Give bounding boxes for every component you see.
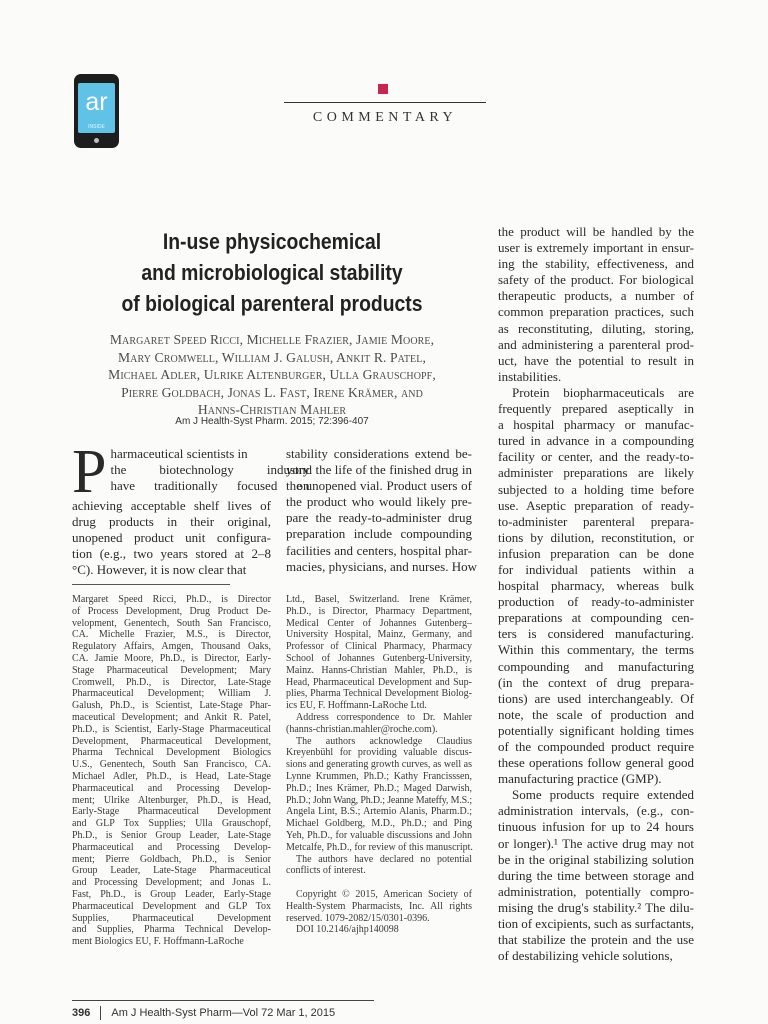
body-line: tion of excipients, such as surfactants,: [498, 916, 694, 932]
affiliation-line: Address correspondence to Dr. Mahler: [296, 711, 472, 723]
author-list: [72, 331, 472, 419]
header-rule: [284, 102, 486, 103]
body-line: °C). However, it is now clear that: [72, 562, 247, 578]
body-line: user is extremely important in ensur-: [498, 240, 694, 256]
body-column-3: [498, 224, 694, 964]
affiliation-line: Ph.D., is Director, Pharmacy Department,: [286, 605, 472, 617]
journal-reference: Am J Health-Syst Pharm—Vol 72 Mar 1, 2015: [111, 1006, 336, 1019]
affiliation-line: DOI 10.2146/ajhp140098: [296, 924, 399, 936]
author-line: Pierre Goldbach, Jonas L. Fast, Irene Krämer, and: [121, 384, 423, 400]
body-line: administration, potentially compro-: [498, 883, 694, 899]
affiliation-line: Pharmaceutical Development and GLP Tox: [72, 900, 271, 912]
affiliation-line: velopment, Genentech, South San Francisco,: [72, 617, 271, 629]
affiliation-line: plies, Pharma Technical Development Biolog-: [286, 688, 472, 700]
footer-rule: [72, 1000, 374, 1001]
affiliation-line: Early-Stage Pharmaceutical Development: [72, 806, 271, 818]
affiliation-line: Copyright © 2015, American Society of: [296, 888, 472, 900]
body-line: tions) are used interchangeably. Of: [498, 690, 694, 706]
affiliation-line: [286, 877, 472, 889]
body-line: be in the original stabilizing solution: [498, 851, 694, 867]
affiliation-line: Kreyenbühl for providing valuable discus-: [286, 747, 472, 759]
body-line: the unopened vial. Product users of: [286, 478, 472, 494]
body-line: safety of the product. For biological: [498, 272, 694, 288]
body-line: ing the stability, effectiveness, and: [498, 256, 694, 272]
body-column-1: [72, 438, 310, 578]
affiliation-line: and Processing Development; and Jonas L.: [72, 877, 271, 889]
affiliation-line: and Supplies, Pharma Technical Develop-: [72, 924, 271, 936]
ar-badge-subtext: INSIDE: [88, 124, 105, 130]
ar-phone-icon: [74, 74, 119, 148]
author-line: Mary Cromwell, William J. Galush, Ankit R. Patel,: [118, 349, 426, 365]
ar-badge-text: ar: [85, 88, 108, 116]
affiliation-line: sions and generating growth curves, as well as: [286, 759, 472, 771]
body-line: preparation include compounding: [286, 526, 472, 542]
body-line: tion (e.g., two years stored at 2–8: [72, 546, 271, 562]
body-line: tions by dilution, reconstitution, or: [498, 529, 694, 545]
affiliation-line: U.S., Genentech, South San Francisco, CA.: [72, 759, 271, 771]
affiliation-line: ment Biologics EU, F. Hoffmann-LaRoche: [72, 936, 244, 948]
affiliation-line: CA. Michelle Frazier, M.S., is Director,: [72, 629, 271, 641]
body-line: ters is considered manufacturing.: [498, 626, 694, 642]
footer-separator: [100, 1006, 101, 1020]
affiliation-line: University Hospital, Mainz, Germany, and: [286, 629, 472, 641]
article-title: [100, 226, 444, 319]
body-line: for individual patients within a: [498, 561, 694, 577]
body-line: preparations at compounding cen-: [498, 610, 694, 626]
phone-home-button-icon: [94, 138, 99, 143]
body-line: harmaceutical scientists in: [110, 446, 248, 461]
affiliation-line: Pharmaceutical and Processing Develop-: [72, 782, 271, 794]
section-label: COMMENTARY: [312, 110, 458, 125]
body-line: manufacturing practice (GMP).: [498, 771, 662, 787]
affiliation-line: Galush, Ph.D., is Scientist, Late-Stage Phar-: [72, 700, 271, 712]
body-line: drug products in their original,: [72, 514, 271, 530]
affiliation-line: of Process Development, Drug Product De-: [72, 605, 271, 617]
affiliation-line: Angela Lint, B.S.; Artemio Alanis, Pharm.D.;: [286, 806, 472, 818]
affiliation-line: The authors have declared no potential: [296, 853, 472, 865]
body-line: therapeutic products, a number of: [498, 288, 694, 304]
page-number: 396: [72, 1006, 91, 1019]
body-line: pare the ready-to-administer drug: [286, 510, 472, 526]
affiliation-line: School of Johannes Gutenberg-University,: [286, 652, 472, 664]
author-line: Hanns-Christian Mahler: [197, 402, 347, 418]
body-line: that stabilize the protein and the use: [498, 932, 694, 948]
affiliation-line: (hanns-christian.mahler@roche.com).: [286, 723, 438, 735]
body-line: of the compounded product require: [498, 739, 694, 754]
affiliation-line: CA. Jamie Moore, Ph.D., is Director, Early-: [72, 652, 271, 664]
affiliation-line: Health-System Pharmacists, Inc. All rights: [286, 900, 472, 912]
affiliation-line: Development, Pharmaceutical Development,: [72, 735, 271, 747]
body-line: Within this commentary, the terms: [498, 642, 694, 658]
affiliations-column-2: [286, 594, 472, 936]
title-line: In-use physicochemical: [162, 229, 382, 254]
body-line: uct, have the potential to result in: [498, 352, 694, 368]
affiliation-line: Ph.D.; Ines Krämer, Ph.D.; Maged Darwish,: [286, 782, 472, 794]
body-line: compounding and manufacturing: [498, 658, 694, 674]
affiliation-line: Margaret Speed Ricci, Ph.D., is Director: [72, 594, 271, 605]
body-line: have traditionally focused on: [110, 478, 310, 494]
affiliation-line: Metcalfe, Ph.D., for review of this manuscript.: [286, 841, 473, 853]
affiliation-line: Michael Goldberg, M.D., Ph.D.; and Ping: [286, 818, 472, 830]
body-line: frequently prepared aseptically in: [498, 401, 694, 417]
affiliation-line: Ph.D.; John Wang, Ph.D.; Jeanne Mateffy, M.S.;: [286, 794, 472, 806]
affiliation-line: Fast, Ph.D., is Group Leader, Early-Stage: [72, 888, 271, 900]
affiliation-line: conflicts of interest.: [286, 865, 366, 877]
body-line: a hospital pharmacy or manufac-: [498, 417, 694, 433]
affiliation-line: Pharma Technical Development Biologics: [72, 747, 271, 759]
body-line: Protein biopharmaceuticals are: [512, 384, 694, 400]
affiliation-line: Stage Pharmaceutical Development; Mary: [72, 664, 271, 676]
affiliation-line: Ph.D., is Scientist, Early-Stage Pharmaceutical: [72, 723, 271, 735]
title-line: of biological parenteral products: [121, 291, 423, 316]
title-line: and microbiological stability: [141, 260, 403, 285]
body-line: subjected to a holding time before: [498, 481, 694, 497]
body-line: common preparation practices, such: [498, 304, 694, 320]
body-line: and administering a parenteral prod-: [498, 336, 694, 352]
body-line: to-administer parenteral prepara-: [498, 513, 694, 529]
affiliation-line: Lynne Krummen, Ph.D.; Kathy Francisssen,: [286, 770, 472, 782]
body-line: instabilities.: [498, 368, 562, 384]
body-line: hospital pharmacy, whereas bulk: [498, 578, 694, 594]
affiliation-line: Yeh, Ph.D., for valuable discussions and John: [286, 829, 472, 841]
author-line: Margaret Speed Ricci, Michelle Frazier, Jamie Moore,: [109, 332, 435, 347]
body-line: unopened product unit configura-: [72, 530, 271, 546]
body-line: tured in advance in a compounding: [498, 433, 694, 449]
body-line: Some products require extended: [512, 787, 694, 803]
body-line: these operations follow general good: [498, 755, 694, 771]
body-line: of destabilizing vehicle solutions,: [498, 948, 673, 964]
affiliation-line: Michael Adler, Ph.D., is Head, Late-Stage: [72, 770, 271, 782]
affiliation-line: Professor of Clinical Pharmacy, Pharmacy: [286, 641, 472, 653]
drop-cap: P: [72, 438, 107, 506]
affiliation-line: and GLP Tox Supplies; Ulla Grauschopf,: [72, 818, 271, 830]
body-line: yond the life of the finished drug in: [286, 462, 472, 478]
body-column-2: [286, 446, 477, 575]
body-line: infusion preparation can be done: [498, 545, 694, 561]
affiliation-line: Supplies, Pharmaceutical Development: [72, 912, 271, 924]
affiliation-line: ics EU, F. Hoffmann-LaRoche Ltd.: [286, 700, 427, 712]
body-line: mising the drug's stability.² The dilu-: [498, 899, 694, 915]
affiliation-line: The authors acknowledge Claudius: [296, 735, 472, 747]
body-line: macies, physicians, and nurses. How: [286, 558, 477, 574]
affiliation-line: Ltd., Basel, Switzerland. Irene Krämer,: [286, 594, 472, 605]
ar-screen: [78, 83, 115, 133]
affiliation-line: reserved. 1079-2082/15/0301-0396.: [286, 912, 430, 924]
affiliation-line: Head, Pharmaceutical Development and Sup-: [286, 676, 472, 688]
body-lines: [72, 498, 271, 578]
affiliation-line: Mainz. Hanns-Christian Mahler, Ph.D., is: [286, 664, 472, 676]
affiliation-line: Ph.D., is Senior Group Leader, Late-Stage: [72, 829, 271, 841]
body-line: administration intervals, (e.g., con-: [498, 803, 694, 819]
affiliation-line: Medical Center of Johannes Gutenberg–: [286, 617, 472, 629]
affiliations-rule: [72, 584, 230, 585]
affiliation-line: Pharmaceutical Development; William J.: [72, 688, 271, 700]
body-line: the product who would likely pre-: [286, 494, 472, 510]
body-line: (in the context of drug prepara-: [498, 674, 694, 690]
affiliation-line: Regulatory Affairs, Amgen, Thousand Oaks,: [72, 641, 271, 653]
body-line: achieving acceptable shelf lives of: [72, 498, 271, 513]
body-line: stability considerations extend be-: [286, 446, 472, 461]
affiliation-line: ment; Pierre Goldbach, Ph.D., is Senior: [72, 853, 271, 865]
author-line: Michael Adler, Ulrike Altenburger, Ulla Grauschopf,: [108, 367, 436, 383]
body-line: as reconstituting, diluting, storing,: [498, 320, 694, 336]
section-marker-icon: [378, 84, 388, 94]
body-line: use. Aseptic preparation of ready-: [498, 497, 694, 513]
body-line: production of ready-to-administer: [498, 594, 694, 610]
affiliation-line: ment; Ulrike Altenburger, Ph.D., is Head,: [72, 794, 271, 806]
affiliations-column-1: [72, 594, 271, 948]
body-line: administer preparations are likely: [498, 465, 694, 481]
citation: Am J Health-Syst Pharm. 2015; 72:396-407: [175, 416, 369, 427]
body-line: facilities and centers, hospital phar-: [286, 542, 472, 558]
affiliation-line: maceutical Development; and Ankit R. Patel,: [72, 711, 271, 723]
body-line: the biotechnology industry: [110, 462, 310, 478]
body-line: the product will be handled by the: [498, 224, 694, 239]
body-line: potentially significant holding times: [498, 722, 694, 738]
body-line: note, the scale of production and: [498, 706, 694, 722]
body-line: tinuous infusion for up to 24 hours: [498, 819, 694, 835]
affiliation-line: Group Leader, Late-Stage Pharmaceutical: [72, 865, 271, 877]
page-footer: [72, 1006, 335, 1020]
affiliation-line: Cromwell, Ph.D., is Director, Late-Stage: [72, 676, 271, 688]
body-line: during the time between storage and: [498, 867, 694, 883]
body-line: facility or center, and the ready-to-: [498, 449, 694, 465]
body-line: or longer).¹ The active drug may not: [498, 835, 694, 851]
affiliation-line: Pharmaceutical and Processing Develop-: [72, 841, 271, 853]
